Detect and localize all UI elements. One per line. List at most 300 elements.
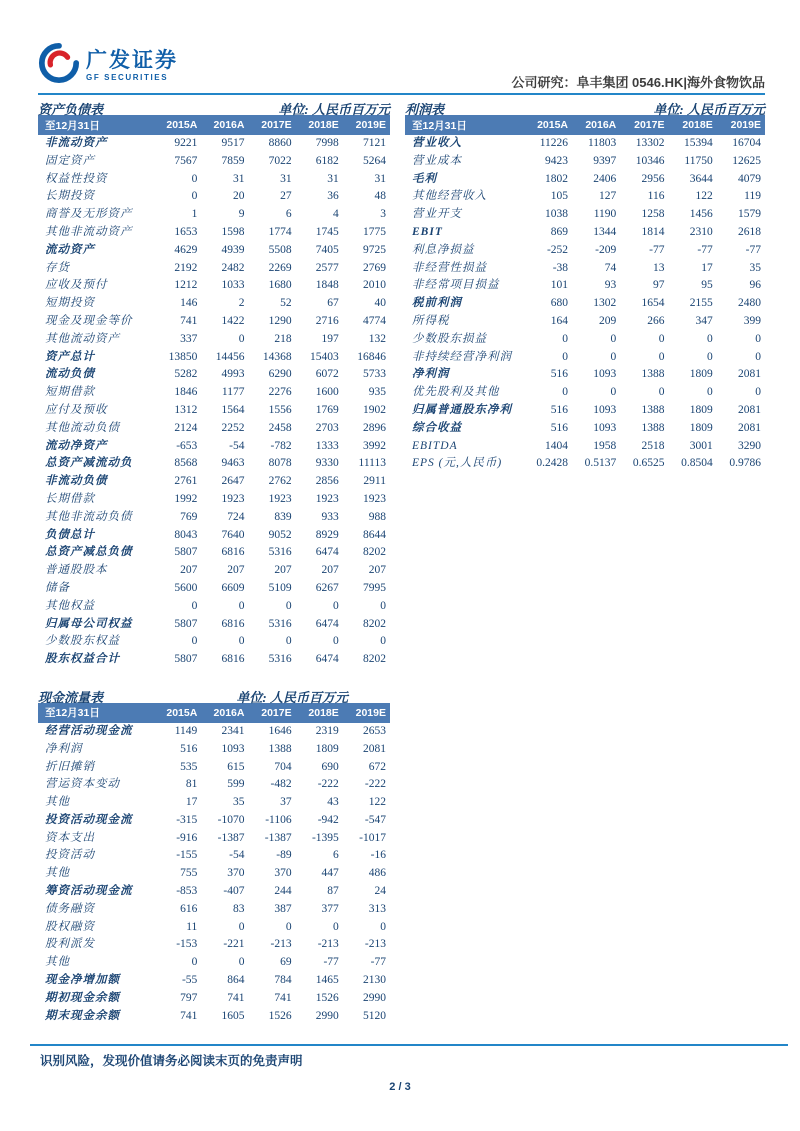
cell-value: -38	[552, 261, 569, 274]
cell-value: 1579	[738, 208, 761, 221]
cash-flow-title-row	[38, 687, 390, 703]
row-label: 税前利润	[412, 297, 462, 310]
cell-value: 0	[658, 386, 665, 399]
table-row	[405, 135, 765, 153]
cell-value: 15394	[683, 137, 713, 149]
table-row	[38, 402, 390, 420]
cell-value: 132	[368, 332, 386, 345]
cell-value: 1958	[593, 439, 617, 452]
cell-value: 24	[374, 885, 386, 898]
cell-value: 40	[374, 297, 386, 310]
cell-value: 7640	[221, 528, 245, 541]
cell-value: 933	[321, 510, 339, 523]
cell-value: 13302	[635, 137, 665, 149]
cell-value: 0	[191, 599, 198, 612]
cell-value: 0	[706, 332, 713, 345]
cell-value: 20	[232, 190, 245, 203]
row-label: 流动资产	[45, 243, 95, 256]
cell-value: 0	[755, 386, 761, 399]
cell-value: 1290	[268, 314, 292, 327]
cell-value: 2124	[174, 421, 198, 434]
row-label: 非流动负债	[45, 475, 108, 488]
row-label: EBIT	[412, 225, 443, 238]
cell-value: 9517	[221, 137, 245, 149]
cell-value: 1093	[593, 403, 617, 416]
cell-value: 2577	[315, 261, 339, 274]
cell-value: 1388	[641, 403, 665, 416]
row-label: 少数股东损益	[412, 332, 487, 345]
cell-value: 0	[333, 599, 339, 612]
row-label: 营运资本变动	[45, 778, 120, 791]
table-row	[38, 455, 390, 473]
cell-value: 8644	[363, 528, 386, 541]
row-label: 投资活动现金流	[45, 813, 133, 826]
page-number: 2 / 3	[389, 1081, 411, 1093]
balance-sheet-title-row	[38, 99, 390, 115]
cell-value: 9	[238, 208, 245, 221]
income-statement-unit-label: 单位: 人民币百万元	[653, 102, 765, 117]
table-row	[38, 384, 390, 402]
cell-value: 6816	[221, 617, 245, 630]
cell-value: 1526	[315, 991, 339, 1004]
cell-value: 5807	[174, 546, 198, 559]
cash-flow-section	[38, 687, 390, 1026]
table-row	[405, 206, 765, 224]
table-row	[38, 313, 390, 331]
table-row	[38, 366, 390, 384]
table-row	[405, 455, 765, 473]
cell-value: 0.8504	[681, 457, 713, 470]
cell-value: -407	[223, 885, 245, 898]
page-footer	[0, 1044, 800, 1093]
cell-value: 197	[321, 332, 339, 345]
row-label: 其他流动负债	[45, 421, 120, 434]
row-label: 其他非流动负债	[45, 510, 133, 523]
cell-value: 2319	[315, 724, 339, 737]
cell-value: 1149	[174, 724, 198, 737]
row-label: 净利润	[412, 368, 450, 381]
table-row	[405, 153, 765, 171]
cell-value: -54	[229, 439, 245, 452]
cell-value: 15403	[310, 350, 339, 363]
cell-value: 119	[744, 190, 761, 203]
cell-value: 2155	[689, 297, 713, 310]
row-label: 现金及现金等价	[45, 314, 133, 327]
cell-value: 11226	[539, 137, 569, 149]
table-row	[38, 277, 390, 295]
cell-value: 11750	[684, 154, 713, 167]
cell-value: -782	[270, 439, 292, 452]
cell-value: 377	[321, 902, 339, 915]
cell-value: 2081	[738, 421, 761, 434]
cell-value: 741	[274, 991, 292, 1004]
cell-value: 122	[695, 190, 713, 203]
cell-value: 207	[227, 564, 245, 577]
row-label: 综合收益	[412, 421, 462, 434]
table-row	[38, 544, 390, 562]
cell-value: 1465	[315, 974, 339, 987]
cell-value: 6267	[315, 581, 339, 594]
table-row	[38, 901, 390, 919]
cell-value: 9330	[315, 457, 339, 470]
date-column-header: 至12月31日	[38, 703, 154, 723]
cell-value: 399	[743, 314, 761, 327]
table-row	[405, 331, 765, 349]
cell-value: 5508	[268, 243, 292, 256]
row-label: 其他	[45, 956, 70, 969]
cell-value: 2010	[363, 279, 386, 292]
row-label: 资本支出	[45, 831, 95, 844]
row-label: 所得税	[412, 314, 450, 327]
row-label: 期末现金余额	[45, 1009, 120, 1022]
cell-value: 6816	[221, 653, 245, 666]
cell-value: 93	[604, 279, 617, 292]
left-column	[38, 99, 390, 1025]
cell-value: 4079	[738, 172, 761, 185]
table-row	[405, 402, 765, 420]
row-label: 非经常项目损益	[412, 279, 500, 292]
cell-value: 0.5137	[584, 457, 617, 470]
cell-value: -315	[176, 813, 198, 826]
table-row	[38, 865, 390, 883]
row-label: 非持续经营净利润	[412, 350, 512, 363]
cell-value: 2130	[363, 974, 386, 987]
income-statement-table	[405, 115, 765, 473]
cell-value: -1395	[311, 831, 339, 844]
cell-value: 535	[180, 760, 198, 773]
row-label: 经营活动现金流	[45, 724, 133, 737]
cell-value: 1654	[641, 297, 665, 310]
cell-value: 37	[280, 796, 292, 809]
cell-value: 27	[280, 190, 292, 203]
cell-value: 516	[550, 368, 569, 381]
cell-value: 11113	[358, 457, 386, 470]
cell-value: 1388	[268, 742, 292, 755]
cell-value: 3290	[738, 439, 761, 452]
cell-value: 0	[755, 350, 761, 363]
cell-value: -55	[181, 974, 198, 987]
row-label: 折旧摊销	[45, 760, 95, 773]
cell-value: 0	[191, 172, 198, 185]
year-column-header: 2019E	[343, 703, 390, 723]
main-content	[38, 99, 765, 1025]
cell-value: 6290	[268, 368, 292, 381]
row-label: 资产总计	[45, 350, 95, 363]
cell-value: 2406	[593, 172, 617, 185]
cash-flow-title: 现金流量表	[38, 689, 104, 705]
cell-value: 0	[238, 635, 245, 648]
cell-value: 1	[191, 208, 198, 221]
cell-value: 8860	[268, 137, 292, 149]
row-label: 其他经营收入	[412, 190, 487, 203]
row-label: 期初现金余额	[45, 991, 120, 1004]
cell-value: 5807	[174, 653, 198, 666]
cell-value: 1302	[593, 297, 617, 310]
row-label: 存货	[45, 261, 70, 274]
cell-value: 769	[180, 510, 198, 523]
cell-value: 5264	[363, 154, 386, 167]
cell-value: 387	[274, 902, 292, 915]
cell-value: 1923	[315, 492, 339, 505]
row-label: 权益性投资	[45, 172, 108, 185]
cell-value: 96	[749, 279, 761, 292]
row-label: 股权融资	[45, 920, 95, 933]
cell-value: -916	[176, 831, 198, 844]
cell-value: 4939	[221, 243, 245, 256]
cell-value: 2081	[363, 742, 386, 755]
cell-value: 9725	[363, 243, 386, 256]
cell-value: -547	[364, 813, 386, 826]
year-column-header: 2016A	[201, 703, 248, 723]
table-row	[405, 366, 765, 384]
table-row	[38, 295, 390, 313]
cell-value: -213	[364, 938, 386, 951]
cell-value: 935	[368, 386, 386, 399]
cell-value: 0	[191, 190, 198, 203]
cell-value: 8043	[174, 528, 198, 541]
cell-value: 1680	[268, 279, 292, 292]
cell-value: 2480	[738, 297, 761, 310]
cell-value: 36	[327, 190, 339, 203]
table-header-row	[38, 115, 390, 135]
table-row	[38, 491, 390, 509]
cell-value: 8929	[315, 528, 339, 541]
table-row	[38, 188, 390, 206]
row-label: 其他	[45, 796, 70, 809]
cell-value: 2269	[268, 261, 292, 274]
cell-value: 6182	[315, 154, 339, 167]
cell-value: 101	[550, 279, 569, 292]
cell-value: 1312	[174, 403, 198, 416]
cell-value: 2762	[268, 475, 292, 488]
cell-value: 839	[274, 510, 292, 523]
cell-value: 1809	[689, 421, 713, 434]
income-statement-section	[405, 99, 765, 473]
table-row	[38, 759, 390, 777]
cell-value: 31	[280, 172, 292, 185]
cell-value: 1802	[545, 172, 569, 185]
row-label: 净利润	[45, 742, 83, 755]
cell-value: -77	[745, 243, 761, 256]
cell-value: 599	[227, 778, 245, 791]
cell-value: 5600	[174, 581, 198, 594]
cell-value: 8202	[363, 546, 386, 559]
table-row	[38, 794, 390, 812]
year-column-header: 2017E	[620, 115, 668, 135]
cell-value: 0	[238, 920, 245, 933]
cell-value: 1556	[268, 403, 292, 416]
cell-value: 10346	[635, 154, 665, 167]
table-row	[405, 295, 765, 313]
cell-value: 1923	[221, 492, 245, 505]
cell-value: 2341	[221, 724, 245, 737]
year-column-header: 2015A	[154, 703, 201, 723]
cell-value: 5109	[268, 581, 292, 594]
cell-value: 31	[327, 172, 339, 185]
year-column-header: 2019E	[717, 115, 765, 135]
cell-value: 741	[227, 991, 245, 1004]
cell-value: 6474	[315, 617, 339, 630]
table-row	[38, 562, 390, 580]
table-row	[38, 331, 390, 349]
table-row	[38, 260, 390, 278]
cell-value: 218	[274, 332, 292, 345]
cell-value: 207	[274, 564, 292, 577]
cell-value: 1177	[221, 386, 245, 399]
cell-value: 2	[238, 297, 245, 310]
gf-logo-mark-icon	[38, 42, 80, 89]
cell-value: 244	[274, 885, 292, 898]
cell-value: 1848	[315, 279, 339, 292]
cell-value: -222	[317, 778, 339, 791]
cell-value: 1809	[689, 368, 713, 381]
row-label: 筹资活动现金流	[45, 885, 133, 898]
cell-value: 690	[321, 760, 339, 773]
cell-value: 1598	[221, 225, 245, 238]
cell-value: 2518	[641, 439, 665, 452]
row-label: 债务融资	[45, 902, 95, 915]
row-label: 营业成本	[412, 154, 462, 167]
cell-value: 1344	[593, 225, 617, 238]
cell-value: 105	[550, 190, 569, 203]
cell-value: 0	[285, 635, 292, 648]
cash-flow-unit-label: 单位: 人民币百万元	[236, 689, 348, 705]
balance-sheet-table	[38, 115, 390, 669]
cell-value: 13	[653, 261, 665, 274]
cell-value: -155	[176, 849, 198, 862]
cell-value: 1992	[174, 492, 198, 505]
cell-value: 0	[562, 350, 569, 363]
table-row	[405, 438, 765, 456]
cell-value: 1093	[593, 421, 617, 434]
row-label: 普通股股本	[45, 564, 108, 577]
balance-sheet-title: 资产负债表	[38, 102, 104, 117]
row-label: 长期投资	[45, 190, 95, 203]
row-label: 利息净损益	[412, 243, 475, 256]
cell-value: 8202	[363, 617, 386, 630]
table-row	[38, 527, 390, 545]
row-label: 固定资产	[45, 154, 95, 167]
cell-value: 370	[274, 867, 292, 880]
table-row	[405, 188, 765, 206]
cell-value: 266	[647, 314, 665, 327]
income-statement-title-row	[405, 99, 765, 115]
row-label: 其他	[45, 867, 70, 880]
cell-value: 1923	[268, 492, 292, 505]
cell-value: 3	[380, 208, 386, 221]
row-label: 非经营性损益	[412, 261, 487, 274]
cell-value: 6609	[221, 581, 245, 594]
cell-value: 9221	[174, 137, 198, 149]
cell-value: 5316	[268, 653, 292, 666]
cell-value: 1646	[268, 724, 292, 737]
cell-value: 0	[333, 920, 339, 933]
year-column-header: 2019E	[343, 115, 390, 135]
cell-value: 1745	[315, 225, 339, 238]
cell-value: 0	[562, 386, 569, 399]
row-label: 其他权益	[45, 599, 95, 612]
row-label: 长期借款	[45, 492, 95, 505]
cell-value: 516	[180, 742, 198, 755]
table-row	[38, 633, 390, 651]
cell-value: 0	[238, 599, 245, 612]
cell-value: 2716	[315, 314, 339, 327]
cell-value: 31	[374, 172, 386, 185]
cell-value: 4774	[363, 314, 386, 327]
cell-value: 1600	[315, 386, 339, 399]
cell-value: 81	[185, 778, 198, 791]
row-label: 少数股东权益	[45, 635, 120, 648]
cell-value: 122	[368, 796, 386, 809]
cell-value: 5733	[363, 368, 386, 381]
row-label: 流动净资产	[45, 439, 108, 452]
cell-value: 2458	[268, 421, 292, 434]
cell-value: 8568	[174, 457, 198, 470]
cell-value: 741	[180, 314, 198, 327]
row-label: 投资活动	[45, 849, 95, 862]
date-column-header: 至12月31日	[38, 115, 154, 135]
cell-value: 1404	[545, 439, 569, 452]
year-column-header: 2017E	[248, 115, 295, 135]
cell-value: 3992	[363, 439, 386, 452]
table-row	[38, 349, 390, 367]
cell-value: -77	[370, 956, 386, 969]
cell-value: 1605	[221, 1009, 245, 1022]
cell-value: 0	[380, 920, 386, 933]
balance-sheet-unit-label: 单位: 人民币百万元	[278, 102, 390, 117]
cell-value: 2761	[174, 475, 198, 488]
row-label: 总资产减总负债	[45, 546, 133, 559]
cell-value: -482	[270, 778, 292, 791]
cell-value: 2276	[268, 386, 292, 399]
cell-value: -1070	[217, 813, 245, 826]
cell-value: 1653	[174, 225, 198, 238]
cell-value: 67	[327, 297, 339, 310]
table-row	[38, 438, 390, 456]
cell-value: 1774	[268, 225, 292, 238]
cell-value: 0	[191, 635, 198, 648]
cell-value: 1809	[689, 403, 713, 416]
cell-value: 95	[701, 279, 713, 292]
cell-value: -54	[229, 849, 245, 862]
cash-flow-table	[38, 703, 390, 1026]
cell-value: 1212	[174, 279, 198, 292]
cell-value: 2081	[738, 403, 761, 416]
table-row	[38, 580, 390, 598]
cell-value: 0	[706, 386, 713, 399]
cell-value: 14368	[262, 350, 292, 363]
cell-value: 1388	[641, 421, 665, 434]
cell-value: 43	[327, 796, 339, 809]
cell-value: 2482	[221, 261, 245, 274]
cell-value: 1456	[689, 208, 713, 221]
row-label: 应收及预付	[45, 279, 108, 292]
cell-value: 2647	[221, 475, 245, 488]
year-column-header: 2016A	[572, 115, 620, 135]
table-row	[38, 135, 390, 153]
cell-value: 207	[321, 564, 339, 577]
cell-value: 6	[285, 208, 292, 221]
cell-value: 2896	[363, 421, 386, 434]
cell-value: 1422	[221, 314, 245, 327]
table-row	[405, 349, 765, 367]
cell-value: 2252	[221, 421, 245, 434]
year-column-header: 2017E	[248, 703, 295, 723]
year-column-header: 2015A	[524, 115, 572, 135]
cell-value: 0	[191, 956, 198, 969]
balance-sheet-section	[38, 99, 390, 669]
cell-value: 207	[368, 564, 386, 577]
